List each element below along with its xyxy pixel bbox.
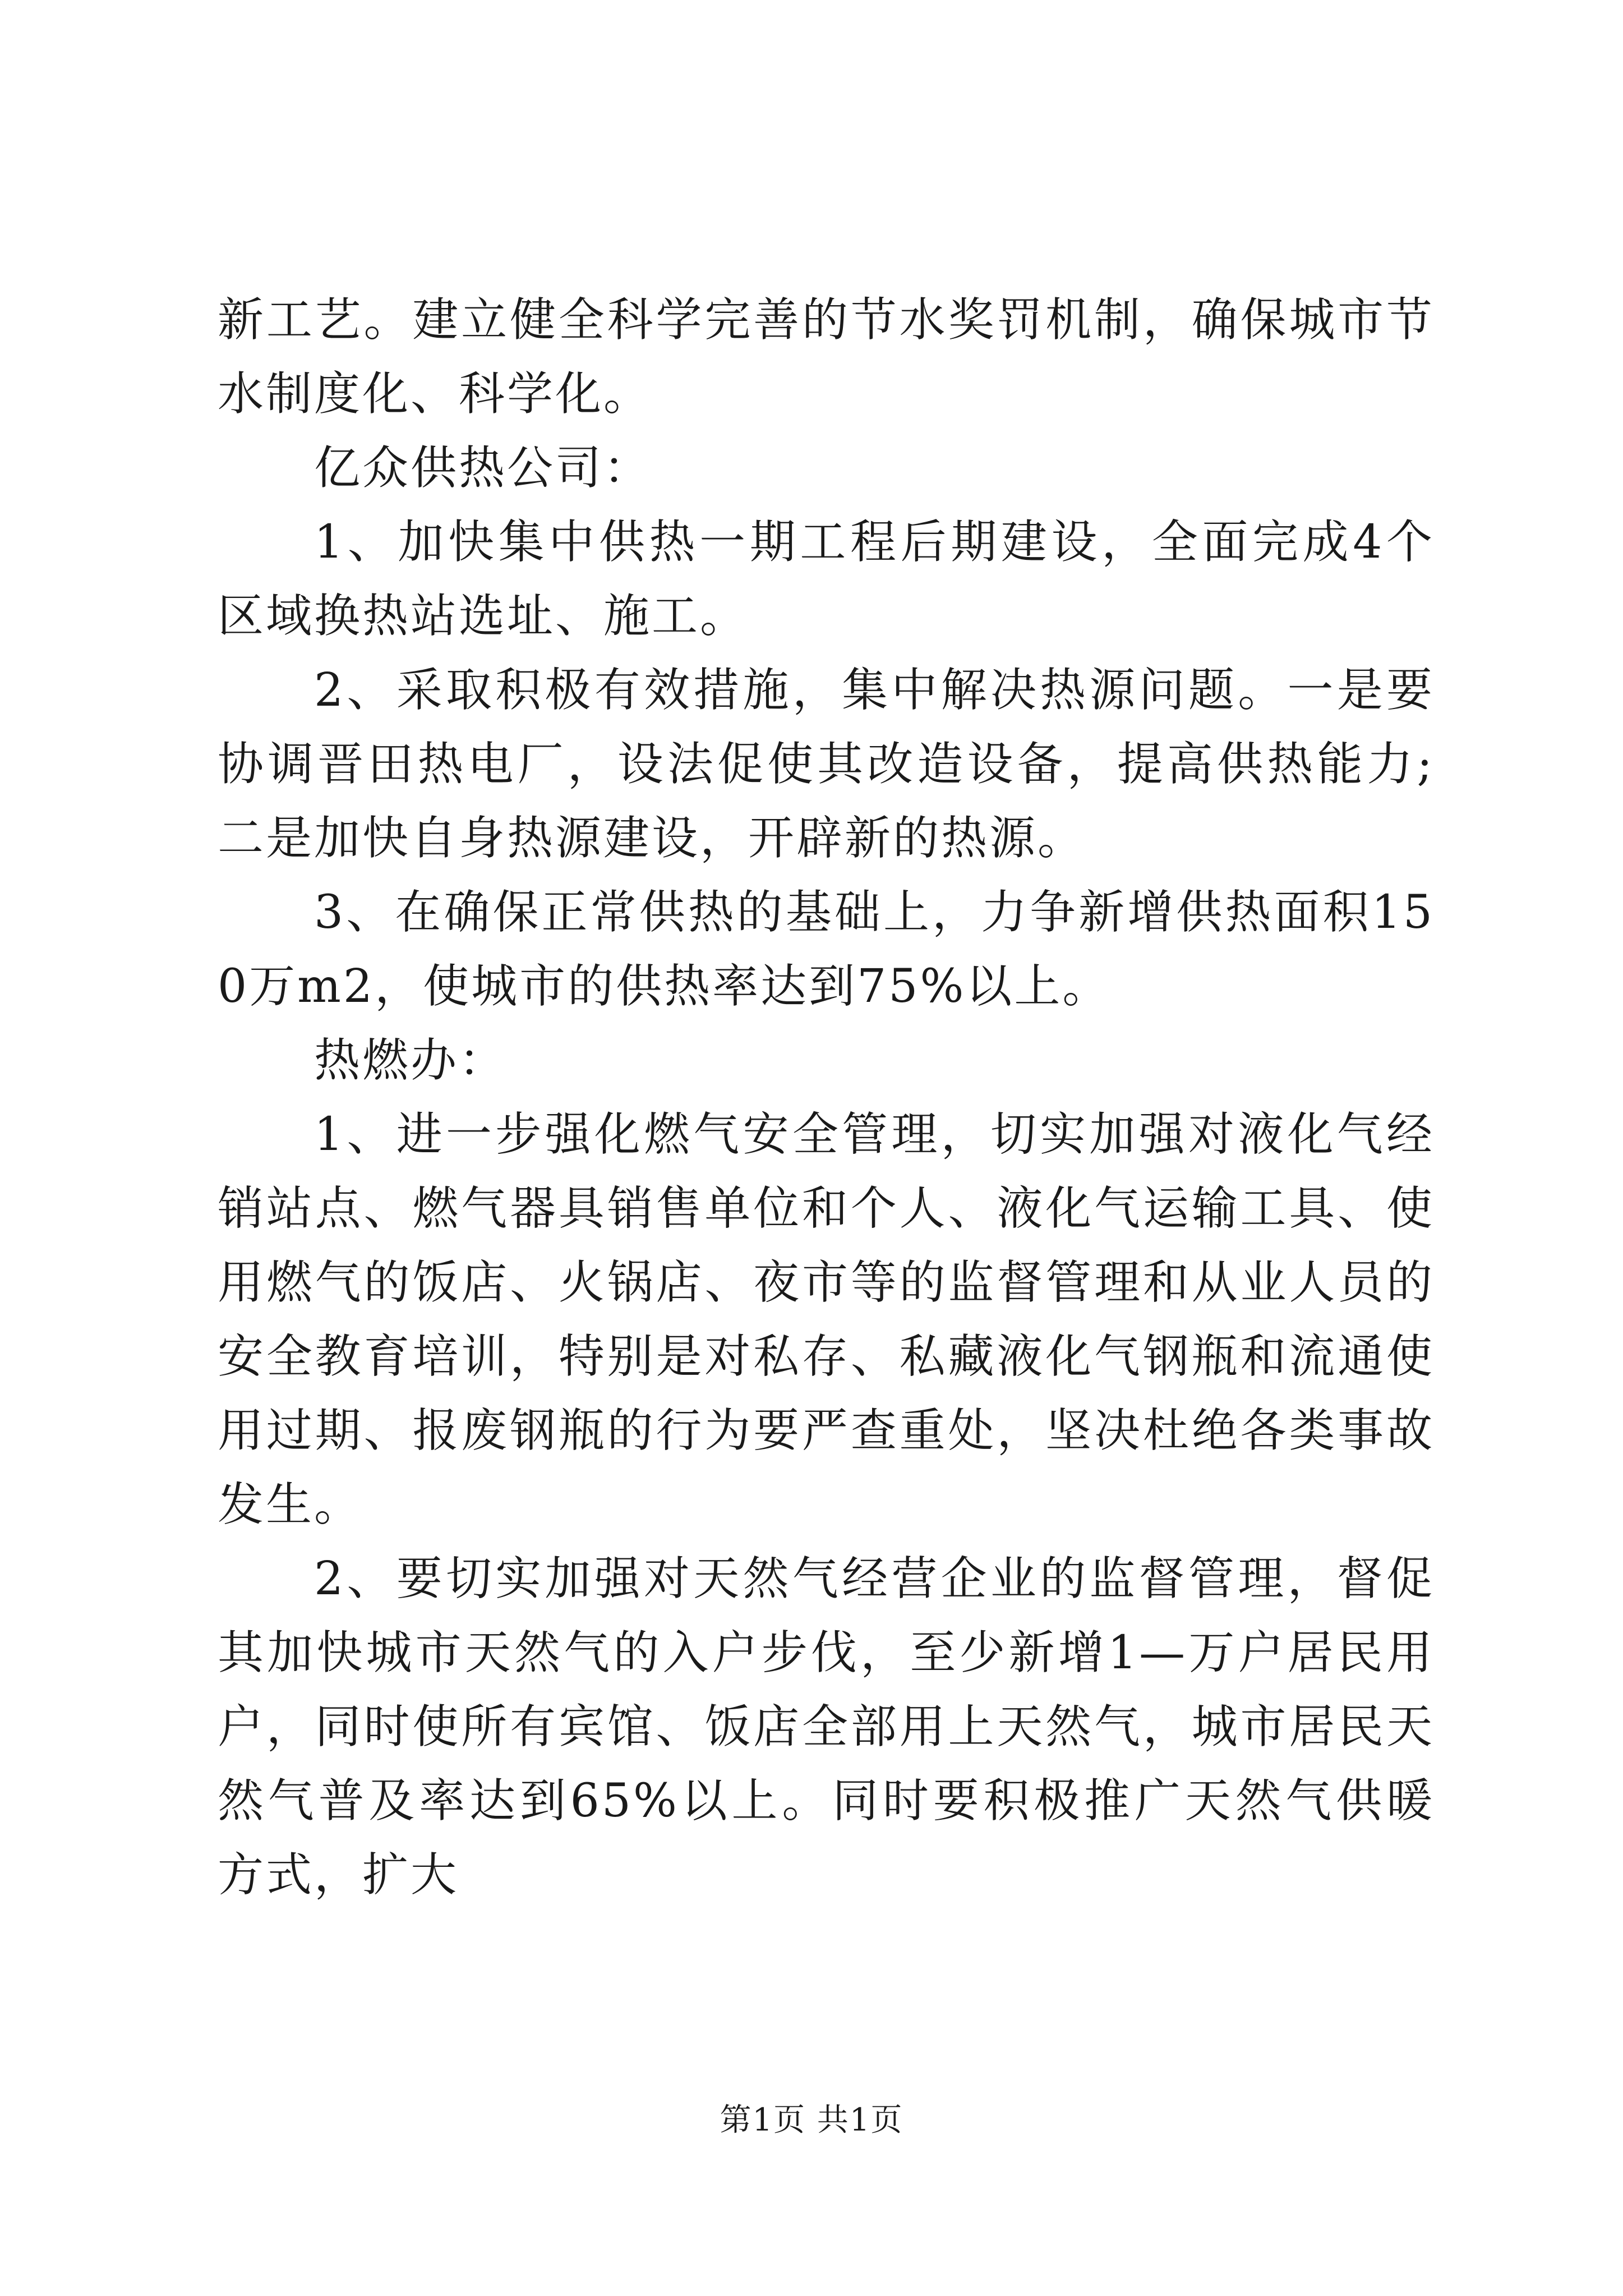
- page-number-label: 第1页 共1页: [720, 2102, 903, 2138]
- section-heading-gas-office: 热燃办：: [314, 1034, 508, 1087]
- page-footer: [0, 2101, 1623, 2140]
- list-item-gas-2: 2、要切实加强对天然气经营企业的监督管理，督促其加快城市天然气的入户步伐，至少新增1—万户居民用户，同时使所有宾馆、饭店全部用上天然气，城市居民天然气普及率达到65%以上。同时要积极推广天然气供暖方式，扩大: [218, 1552, 1435, 1902]
- document-body: [218, 283, 1435, 1912]
- section-heading-heating-company: 亿众供热公司：: [314, 441, 652, 495]
- list-item-gas-1: 1、进一步强化燃气安全管理，切实加强对液化气经销站点、燃气器具销售单位和个人、液化气运输工具、使用燃气的饭店、火锅店、夜市等的监督管理和从业人员的安全教育培训，特别是对私存、私藏液化气钢瓶和流通使用过期、报废钢瓶的行为要严查重处，坚决杜绝各类事故发生。: [218, 1108, 1435, 1531]
- list-item-heating-2: 2、采取积极有效措施，集中解决热源问题。一是要协调晋田热电厂，设法促使其改造设备，提高供热能力;二是加快自身热源建设，开辟新的热源。: [218, 664, 1435, 865]
- list-item-heating-1: 1、加快集中供热一期工程后期建设，全面完成4个区域换热站选址、施工。: [218, 516, 1435, 643]
- paragraph-continued: 新工艺。建立健全科学完善的节水奖罚机制，确保城市节水制度化、科学化。: [218, 293, 1435, 421]
- list-item-heating-3: 3、在确保正常供热的基础上，力争新增供热面积150万m2，使城市的供热率达到75%以上。: [218, 886, 1435, 1013]
